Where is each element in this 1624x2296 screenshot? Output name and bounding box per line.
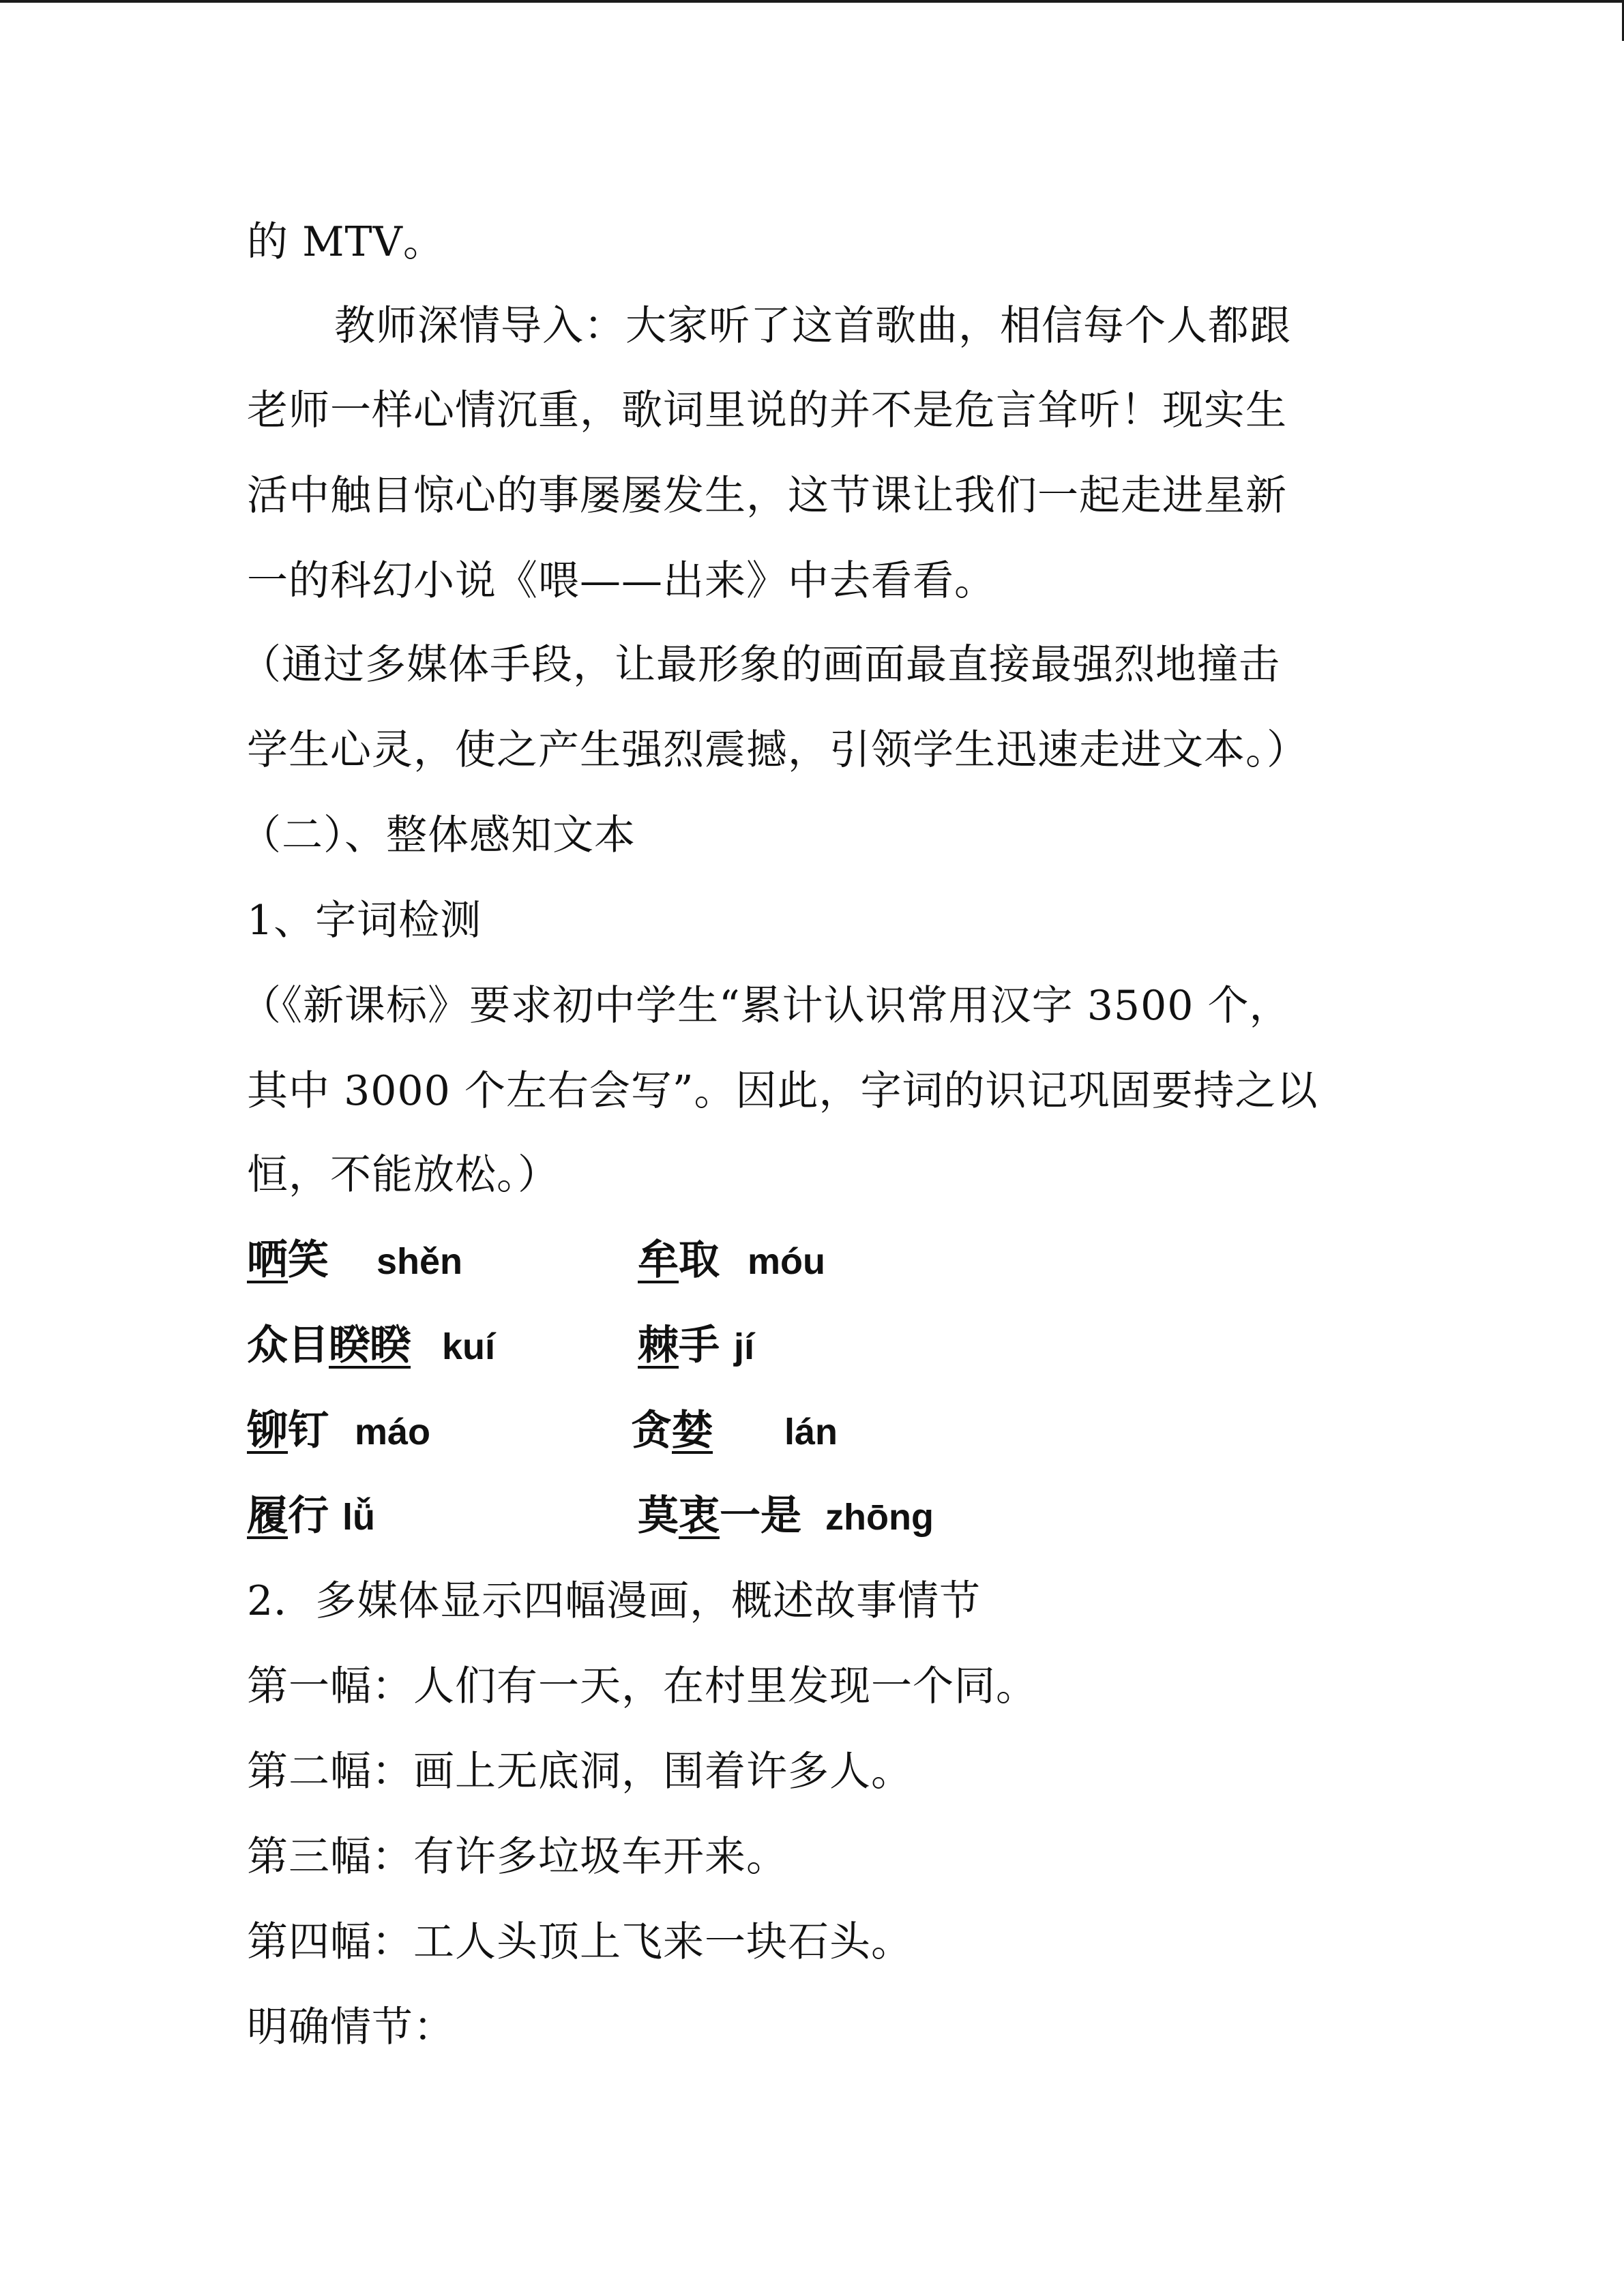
vocab-word: 贪婪: [631, 1407, 713, 1455]
vocab-pinyin: jí: [734, 1326, 755, 1367]
vocab-pinyin: móu: [748, 1241, 825, 1282]
text-line: （通过多媒体手段，让最形象的画面最直接最强烈地撞击: [240, 641, 1280, 689]
text-line: 恒，不能放松。）: [247, 1151, 559, 1199]
text-line: 一的科幻小说《喂——出来》中去看看。: [247, 557, 996, 605]
vocab-pinyin: kuí: [442, 1326, 496, 1367]
vocab-word: 莫衷一是: [638, 1492, 801, 1540]
text-line: 第一幅：人们有一天，在村里发现一个同。: [247, 1663, 1037, 1710]
text-line: （《新课标》要求初中学生“累计认识常用汉字 3500 个，: [240, 982, 1291, 1030]
vocab-pinyin: shěn: [377, 1241, 463, 1282]
vocab-pinyin: máo: [355, 1412, 431, 1452]
text-line: 第三幅：有许多垃圾车开来。: [247, 1833, 788, 1881]
subsection-heading: 1、字词检测: [247, 897, 482, 944]
text-line: 老师一样心情沉重，歌词里说的并不是危言耸听！现实生: [247, 387, 1287, 434]
subsection-heading: 2．多媒体显示四幅漫画，概述故事情节: [247, 1577, 981, 1625]
text-line: 教师深情导入：大家听了这首歌曲，相信每个人都跟: [334, 302, 1291, 350]
text-line: 的 MTV。: [247, 218, 445, 266]
vocab-word: 履行: [247, 1492, 329, 1540]
vocab-word: 棘手: [638, 1322, 720, 1369]
text-line: 第二幅：画上无底洞，围着许多人。: [247, 1748, 913, 1795]
text-line: 活中触目惊心的事屡屡发生，这节课让我们一起走进星新: [247, 472, 1287, 520]
text-line: 学生心灵，使之产生强烈震撼，引领学生迅速走进文本。）: [247, 726, 1308, 774]
vocab-pinyin: lán: [784, 1412, 838, 1452]
vocab-word: 牟取: [638, 1236, 720, 1284]
vocab-word: 众目睽睽: [247, 1322, 411, 1369]
text-line: 第四幅：工人头顶上飞来一块石头。: [247, 1918, 913, 1966]
vocab-pinyin: zhōng: [825, 1497, 934, 1538]
page-top-border: [0, 0, 1624, 3]
vocab-pinyin: lǚ: [342, 1497, 375, 1538]
text-line: 明确情节：: [247, 2003, 455, 2051]
vocab-word: 哂笑: [247, 1236, 329, 1284]
vocab-word: 铆钉: [247, 1407, 329, 1455]
section-heading: （二）、整体感知文本: [240, 811, 636, 859]
text-line: 其中 3000 个左右会写”。因此，字词的识记巩固要持之以: [247, 1067, 1318, 1115]
